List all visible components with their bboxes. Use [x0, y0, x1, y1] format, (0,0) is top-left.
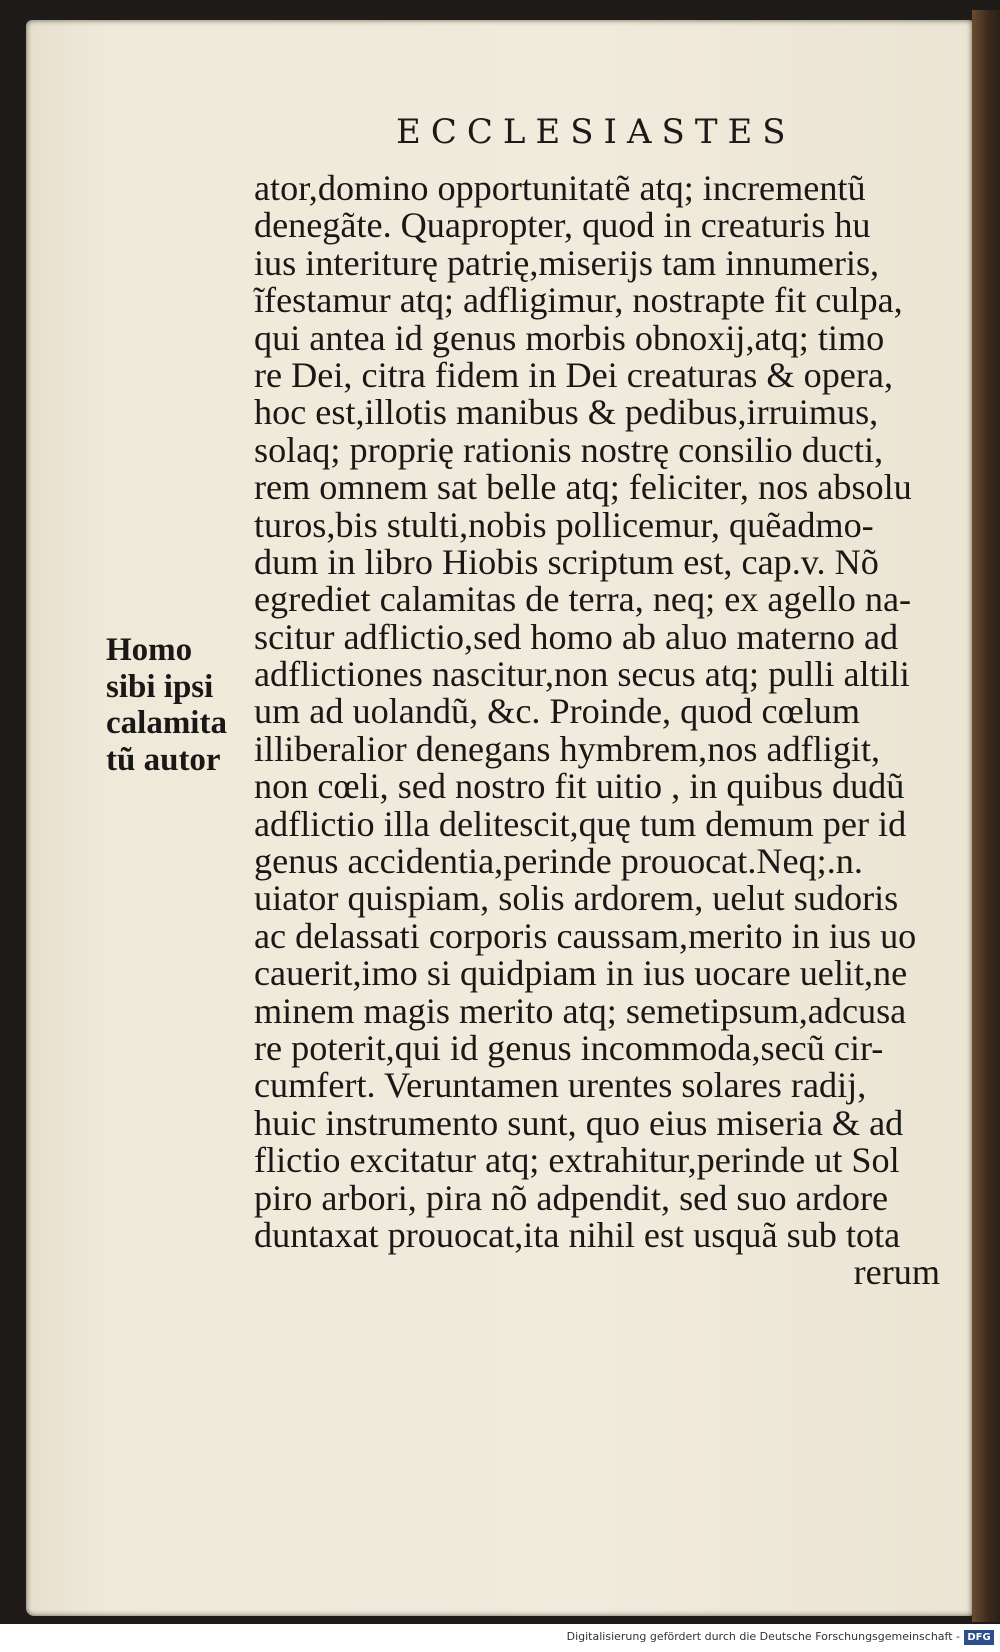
dfg-logo: DFG [964, 1630, 994, 1645]
text-line: cumfert. Veruntamen urentes solares radij, [254, 1065, 867, 1106]
text-line: huic instrumento sunt, quo eius miseria & ad [254, 1102, 904, 1143]
text-line: non cœli, sed nostro fit uitio , in quibus dudũ [254, 766, 905, 807]
text-line: duntaxat prouocat,ita nihil est usquã sub tota [254, 1214, 901, 1255]
running-head: ECCLESIASTES [396, 112, 796, 152]
text-line: ator,domino opportunitatẽ atq; incrementũ [254, 168, 866, 208]
text-line: adflictio illa delitescit,quę tum demum per id [254, 803, 907, 844]
text-line: turos,bis stulti,nobis pollicemur, quẽadmo- [254, 504, 874, 545]
text-line: adflictiones nascitur,non secus atq; pulli altili [254, 654, 910, 695]
book-edge [972, 10, 1000, 1622]
text-line: ius interiturę patrię,miserijs tam innumeris, [254, 242, 880, 283]
text-line: re Dei, citra fidem in Dei creaturas & opera, [254, 354, 894, 395]
marginal-note-line: tũ autor [106, 741, 221, 778]
text-line: uiator quispiam, solis ardorem, uelut sudoris [254, 878, 899, 919]
text-line: rem omnem sat belle atq; feliciter, nos absolu [254, 467, 912, 508]
text-line: re poterit,qui id genus incommoda,secũ cir- [254, 1027, 884, 1068]
text-line: dum in libro Hiobis scriptum est, cap.v. Nõ [254, 541, 879, 582]
text-line: ĩfestamur atq; adfligimur, nostrapte fit culpa, [254, 280, 903, 321]
text-line: genus accidentia,perinde prouocat.Neq;.n. [254, 841, 863, 882]
text-line: illiberalior denegans hymbrem,nos adfligit, [254, 728, 881, 769]
body-text [254, 170, 940, 1292]
marginal-note-line: Homo [106, 632, 193, 668]
footer-credit: Digitalisierung gefördert durch die Deutsche Forschungsgemeinschaft - [566, 1630, 960, 1643]
text-line: rerum [853, 1252, 940, 1293]
marginal-note-line: calamita [106, 705, 227, 742]
text-line: scitur adflictio,sed homo ab aluo materno ad [254, 616, 899, 657]
text-line: hoc est,illotis manibus & pedibus,irruimus, [254, 392, 879, 433]
text-line: minem magis merito atq; semetipsum,adcusa [254, 990, 907, 1031]
text-line: cauerit,imo si quidpiam in ius uocare uelit,ne [254, 953, 908, 994]
marginal-note-line: sibi ipsi [106, 668, 214, 705]
marginal-note [106, 632, 248, 778]
text-line: denegãte. Quapropter, quod in creaturis hu [254, 205, 871, 246]
text-line: solaq; proprię rationis nostrę consilio ducti, [254, 429, 884, 470]
text-line: egrediet calamitas de terra, neq; ex agello na- [254, 579, 912, 620]
text-line: qui antea id genus morbis obnoxij,atq; timo [254, 317, 885, 358]
text-line: piro arbori, pira nõ adpendit, sed suo ardore [254, 1177, 889, 1218]
text-line: ac delassati corporis caussam,merito in ius uo [254, 915, 917, 956]
text-line: um ad uolandũ, &c. Proinde, quod cœlum [254, 691, 861, 732]
text-line: flictio excitatur atq; extrahitur,perinde ut Sol [254, 1140, 900, 1181]
footer-bar [0, 1624, 1000, 1652]
